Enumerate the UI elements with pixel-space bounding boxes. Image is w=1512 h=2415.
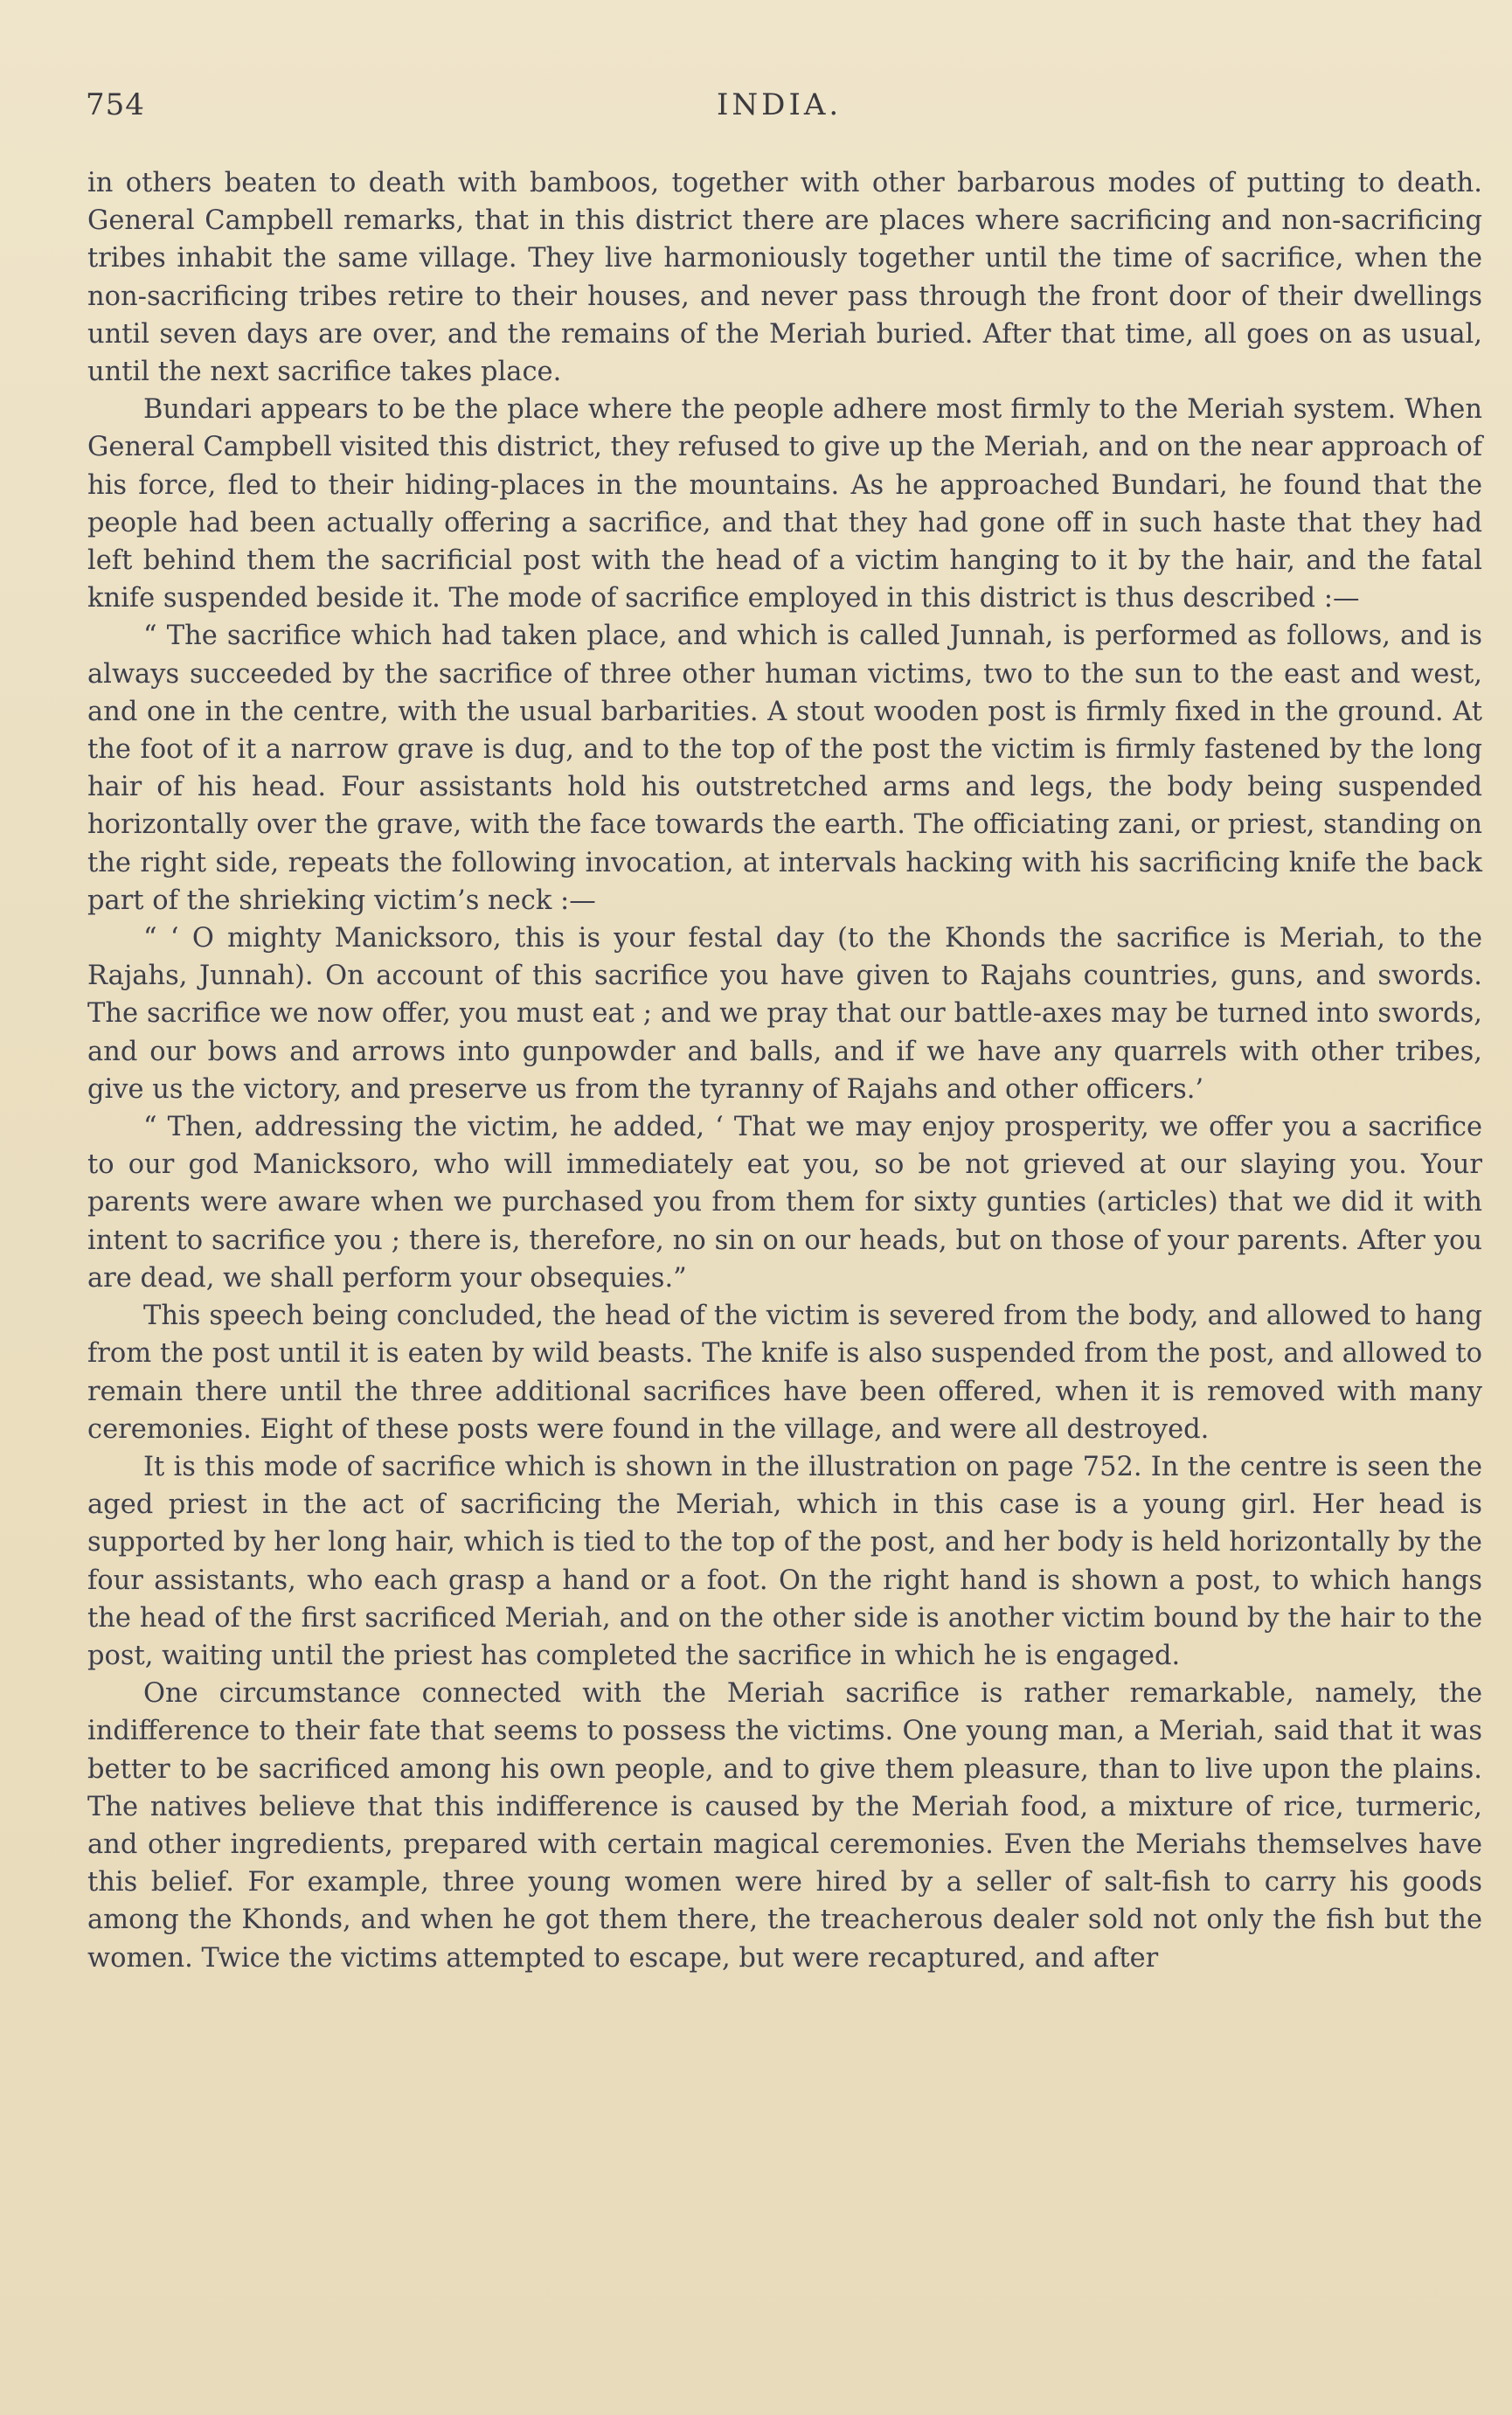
paragraph-8: One circumstance connected with the Meriah sacrifice is rather remarkable, namely, the indifference to their fate that seems to possess the victims. One young man, a Meriah, said that it was better to be sacrificed among his own people, and to give them pleasure, than to live upon the plains. The natives believe that this indifference is caused by the Meriah food, a mixture of rice, turmeric, and other ingredients, prepared with certain magical ceremonies. Even the Meriahs themselves have this belief. For example, three young women were hired by a seller of salt-fish to carry his goods among the Khonds, and when he got them there, the treacherous dealer sold not only the fish but the women. Twice the victims attempted to escape, but were recaptured, and after <box>87 1678 1482 1974</box>
paragraph-7: It is this mode of sacrifice which is shown in the illustration on page 752. In the centre is seen the aged priest in the act of sacrificing the Meriah, which in this case is a young girl. Her head is supported by her long hair, which is tied to the top of the post, and her body is held horizontally by the four assistants, who each grasp a hand or a foot. On the right hand is shown a post, to which hangs the head of the first sacrificed Meriah, and on the other side is another victim bound by the hair to the post, waiting until the priest has completed the sacrifice in which he is engaged. <box>87 1451 1482 1671</box>
running-head <box>86 87 1484 140</box>
paragraph-5: “ Then, addressing the victim, he added, ‘ That we may enjoy prosperity, we offer you a sacrifice to our god Manicksoro, who will immediately eat you, so be not grieved at our slaying you. Your parents were aware when we purchased you from them for sixty gunties (articles) that we did it with intent to sacrifice you ; there is, therefore, no sin on our heads, but on those of your parents. After you are dead, we shall perform your obsequies.” <box>87 1112 1482 1294</box>
paragraph-4: “ ‘ O mighty Manicksoro, this is your festal day (to the Khonds the sacrifice is Meriah, to the Rajahs, Junnah). On account of this sacrifice you have given to Rajahs countries, guns, and swords. The sacrifice we now offer, you must eat ; and we pray that our battle-axes may be turned into swords, and our bows and arrows into gunpowder and balls, and if we have any quarrels with other tribes, give us the victory, and preserve us from the tyranny of Rajahs and other officers.’ <box>87 923 1482 1105</box>
page-number: 754 <box>86 87 145 122</box>
paragraph-2: Bundari appears to be the place where the people adhere most firmly to the Meriah system. When General Campbell visited this district, they refused to give up the Meriah, and on the near approach of his force, fled to their hiding-places in the mountains. As he approached Bundari, he found that the people had been actually offering a sacrifice, and that they had gone off in such haste that they had left behind them the sacrificial post with the head of a victim hanging to it by the hair, and the fatal knife suspended beside it. The mode of sacrifice employed in this district is thus described :— <box>87 394 1482 614</box>
paragraph-6: This speech being concluded, the head of the victim is severed from the body, and allowed to hang from the post until it is eaten by wild beasts. The knife is also suspended from the post, and allowed to remain there until the three additional sacrifices have been offered, when it is removed with many ceremonies. Eight of these posts were found in the village, and were all destroyed. <box>87 1301 1482 1445</box>
paragraph-3: “ The sacrifice which had taken place, and which is called Junnah, is performed as follows, and is always succeeded by the sacrifice of three other human victims, two to the sun to the east and west, and one in the centre, with the usual barbarities. A stout wooden post is firmly fixed in the ground. At the foot of it a narrow grave is dug, and to the top of the post the victim is firmly fastened by the long hair of his head. Four assistants hold his outstretched arms and legs, the body being suspended horizontally over the grave, with the face towards the earth. The officiating zani, or priest, standing on the right side, repeats the following invocation, at intervals hacking with his sacrificing knife the back part of the shrieking victim’s neck :— <box>87 621 1482 916</box>
running-title: INDIA. <box>717 87 843 122</box>
body-text <box>87 164 1482 1977</box>
paragraph-1: in others beaten to death with bamboos, together with other barbarous modes of putting to death. General Campbell remarks, that in this district there are places where sacrificing and non-sacrificing tribes inhabit the same village. They live harmoniously together until the time of sacrifice, when the non-sacrificing tribes retire to their houses, and never pass through the front door of their dwellings until seven days are over, and the remains of the Meriah buried. After that time, all goes on as usual, until the next sacrifice takes place. <box>87 168 1482 388</box>
